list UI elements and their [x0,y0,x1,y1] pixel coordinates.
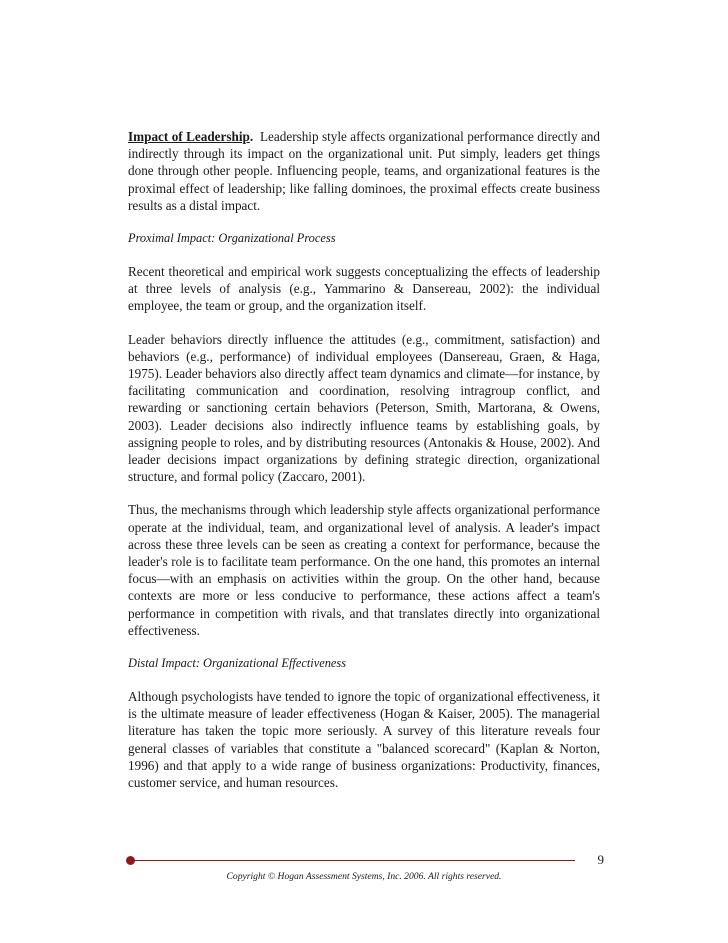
intro-paragraph [128,128,600,214]
proximal-paragraph-2: Leader behaviors directly influence the attitudes (e.g., commitment, satisfaction) and behaviors (e.g., performance) of individual employees (Dansereau, Graen, & Haga, 1975). Leader behaviors also directly affect team dynamics and climate—for instance, by facilitating communication and coordination, resolving intragroup conflict, and rewarding or sanctioning certain behaviors (Peterson, Smith, Martorana, & Owens, 2003). Leader decisions also indirectly influence teams by establishing goals, by assigning people to roles, and by distributing resources (Antonakis & House, 2002). And leader decisions impact organizations by defining strategic direction, organizational structure, and formal policy (Zaccaro, 2001). [128,331,600,485]
distal-subheading: Distal Impact: Organizational Effectiveness [128,656,347,671]
proximal-paragraph-3: Thus, the mechanisms through which leadership style affects organizational performance operate at the individual, team, and organizational level of analysis. A leader's impact across these three levels can be seen as creating a context for performance, because the leader's role is to facilitate team performance. On the one hand, this promotes an internal focus—with an emphasis on activities within the group. On the other hand, because contexts are more or less conducive to performance, these actions affect a team's performance in competition with rivals, and that translates directly into organizational effectiveness. [128,502,600,638]
section-heading: Impact of Leadership [128,129,250,144]
section-heading-punct: . [249,129,254,144]
footer-rule [131,860,575,861]
page-body [128,128,600,807]
distal-paragraph-1: Although psychologists have tended to ignore the topic of organizational effectiveness, it is the ultimate measure of leader effectiveness (Hogan & Kaiser, 2005). The managerial literature has taken the topic more seriously. A survey of this literature reveals four general classes of variables that constitute a "balanced scorecard" (Kaplan & Norton, 1996) and that apply to a wide range of business organizations: Productivity, finances, customer service, and human resources. [128,689,600,791]
proximal-subheading: Proximal Impact: Organizational Process [128,231,336,246]
intro-text: Leadership style affects organizational performance directly and indirectly through its impact on the organizational unit. Put simply, leaders get things done through other people. Influencing people, teams, and organizational features is the proximal effect of leadership; like falling dominoes, the proximal effects create business results as a distal impact. [128,129,600,213]
page-number: 9 [597,852,604,867]
copyright-notice: Copyright © Hogan Assessment Systems, Inc. 2006. All rights reserved. [226,871,502,882]
proximal-paragraph-1: Recent theoretical and empirical work suggests conceptualizing the effects of leadership at three levels of analysis (e.g., Yammarino & Dansereau, 2002): the individual employee, the team or group, and the organization itself. [128,264,600,314]
